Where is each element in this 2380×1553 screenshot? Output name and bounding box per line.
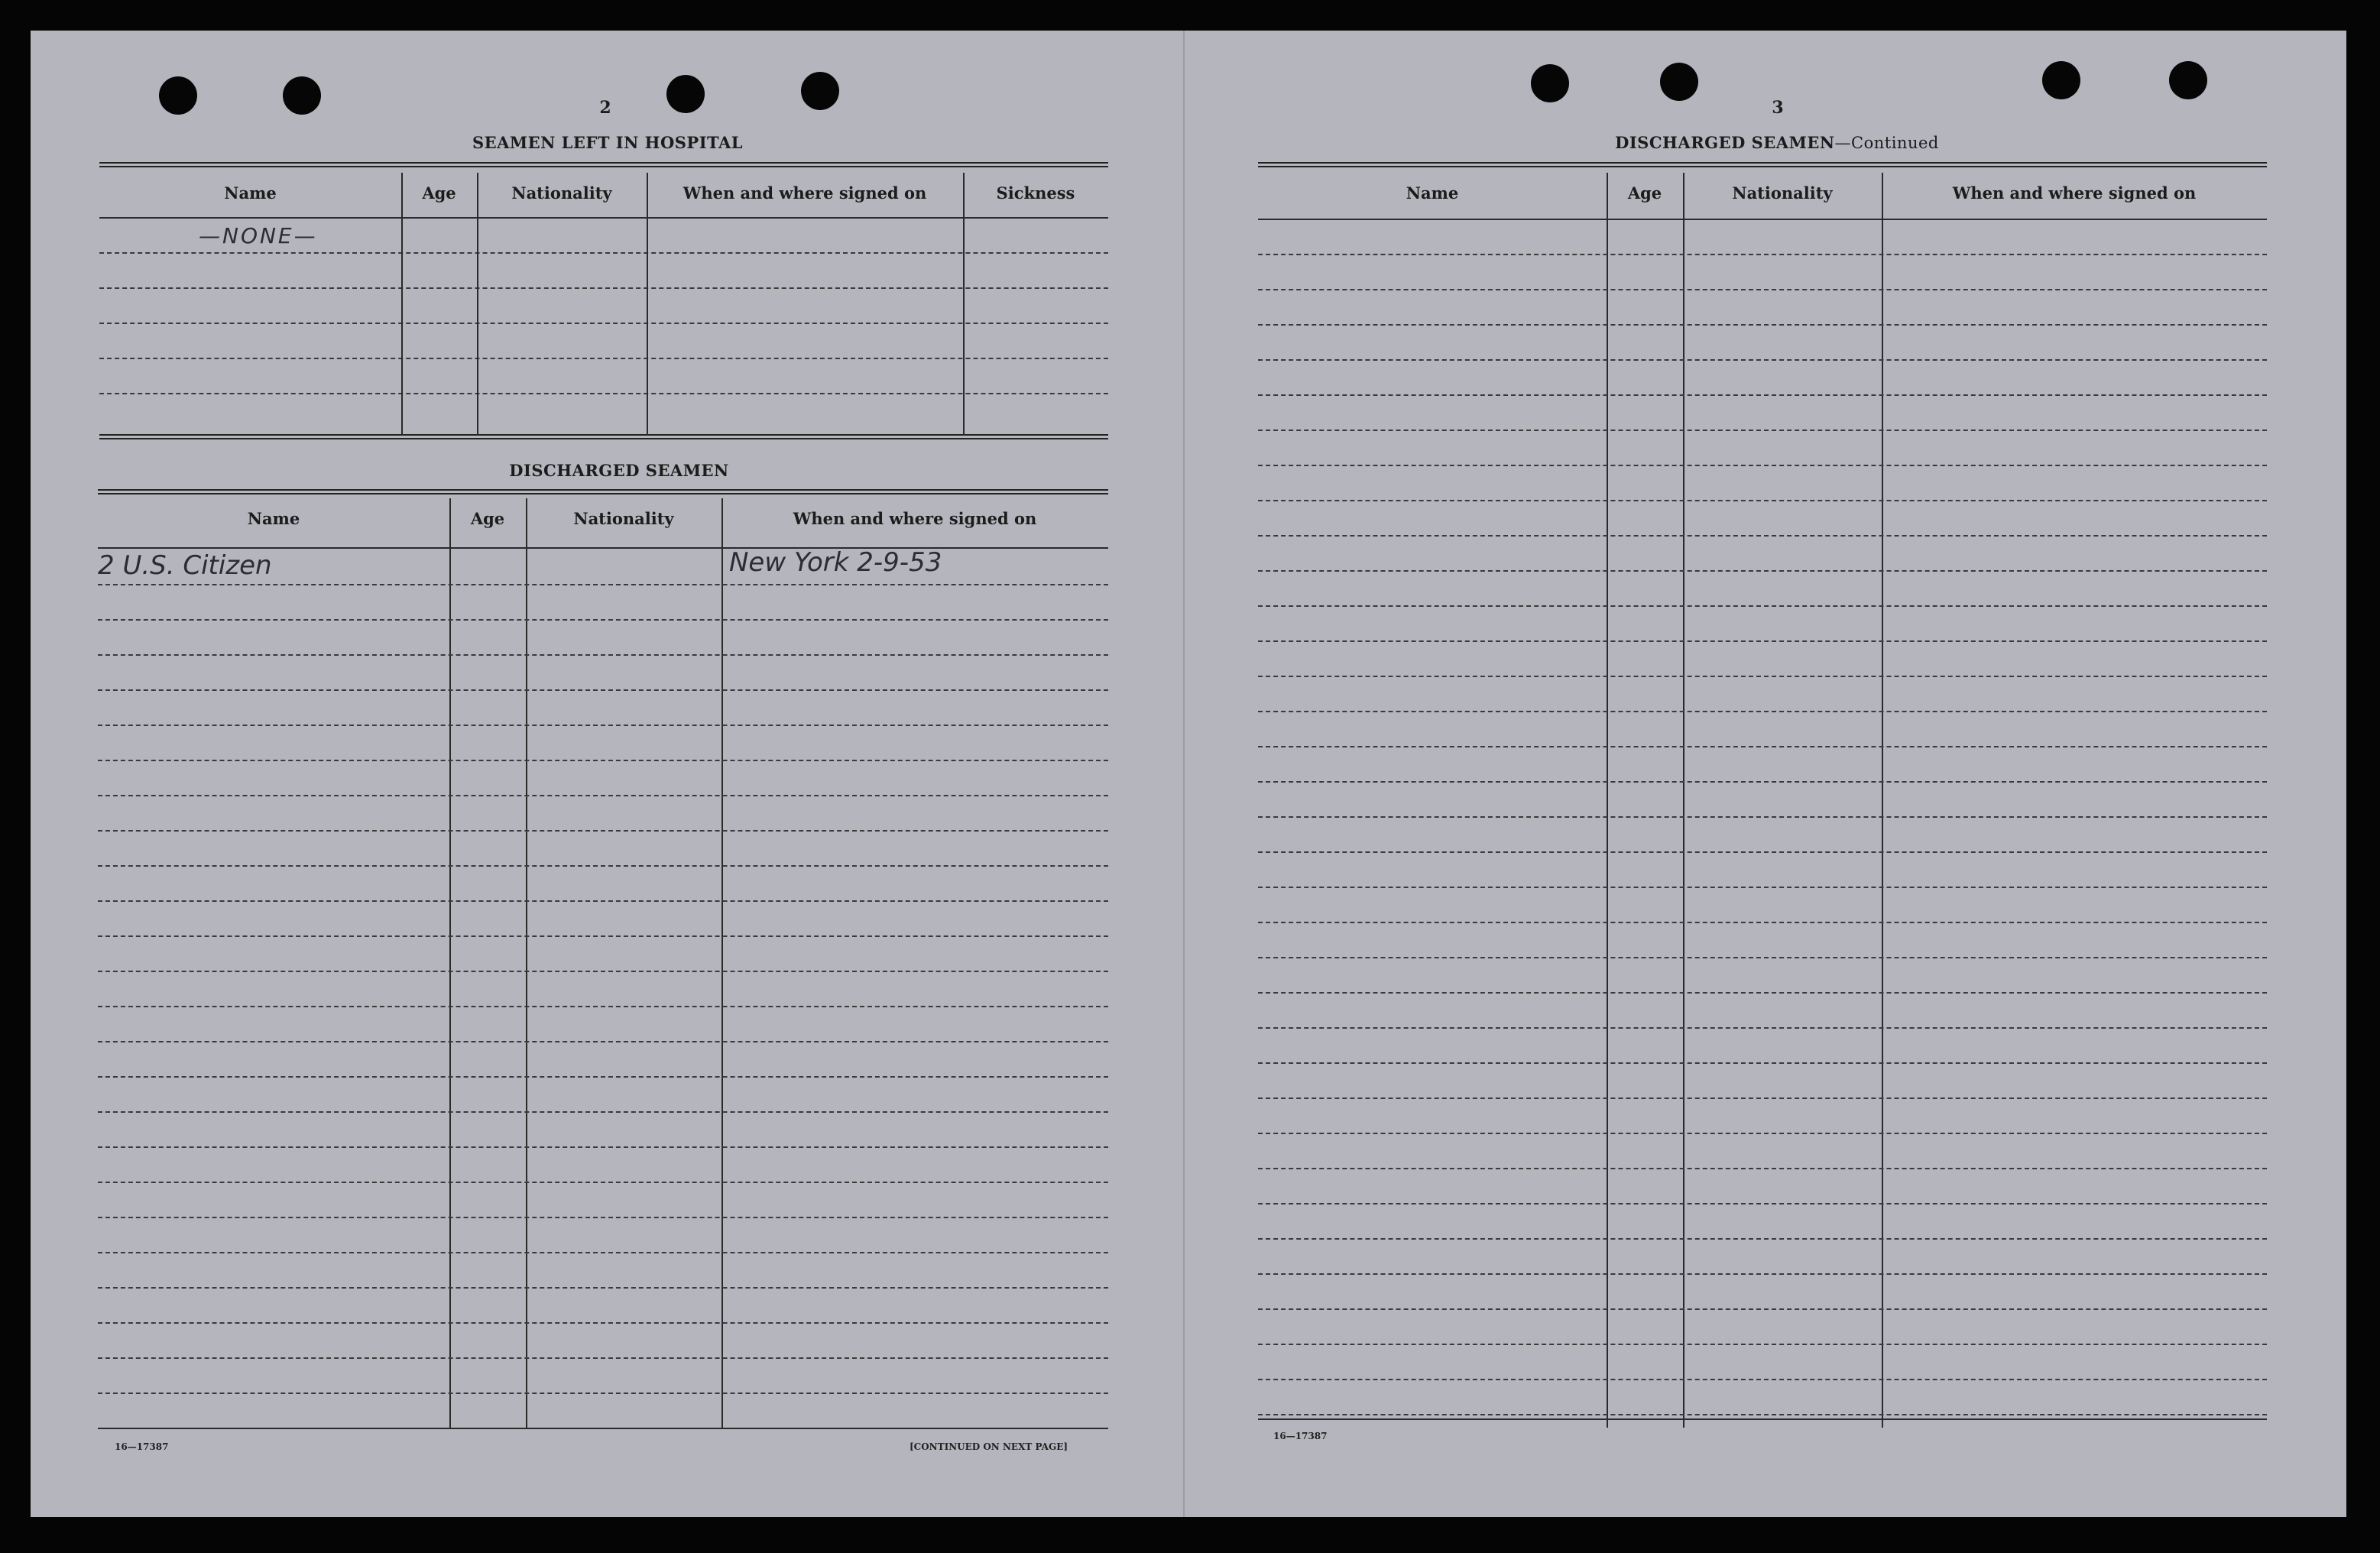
ruled-line	[1258, 887, 2267, 888]
column-header-signed-on: When and where signed on	[683, 183, 927, 203]
column-header-signed-on: When and where signed on	[793, 509, 1037, 528]
ruled-line	[1258, 1273, 2267, 1275]
column-header-name: Name	[1406, 183, 1459, 203]
page-fold	[1183, 31, 1185, 1517]
ruled-line	[1258, 254, 2267, 255]
punch-hole	[283, 76, 321, 115]
ruled-line	[1258, 957, 2267, 958]
discharged-table	[98, 489, 1108, 1437]
discharged-continued-table	[1258, 162, 2267, 1423]
ruled-line	[1258, 359, 2267, 361]
ruled-line	[98, 619, 1108, 621]
column-header-nationality: Nationality	[573, 509, 674, 528]
ruled-line	[98, 689, 1108, 691]
ruled-line	[1258, 992, 2267, 994]
ruled-line	[98, 1041, 1108, 1042]
title-continued: —Continued	[1834, 134, 1939, 152]
page-number: 3	[1772, 98, 1784, 118]
ruled-line	[98, 1322, 1108, 1324]
ruled-line	[1258, 289, 2267, 290]
ruled-line	[1258, 605, 2267, 607]
ruled-line	[98, 900, 1108, 902]
ruled-line	[98, 935, 1108, 937]
discharged-entry-signed-on: New York 2-9-53	[729, 547, 942, 578]
discharged-entry-name: 2 U.S. Citizen	[98, 550, 272, 581]
form-number: 16—17387	[115, 1441, 169, 1452]
column-header-signed-on: When and where signed on	[1952, 183, 2197, 203]
ruled-line	[98, 795, 1108, 796]
ruled-line	[1258, 1133, 2267, 1134]
ruled-line	[98, 1287, 1108, 1289]
punch-hole	[1660, 63, 1698, 101]
ruled-line	[98, 1393, 1108, 1394]
ruled-line	[1258, 535, 2267, 537]
title-main: DISCHARGED SEAMEN	[1615, 133, 1835, 152]
ruled-line	[1258, 1414, 2267, 1415]
hospital-section-title: SEAMEN LEFT IN HOSPITAL	[472, 133, 744, 152]
ruled-line	[98, 1146, 1108, 1148]
ruled-line	[1258, 851, 2267, 853]
punch-hole	[2042, 61, 2080, 99]
ruled-line	[1258, 570, 2267, 572]
ruled-line	[98, 654, 1108, 656]
ruled-line	[1258, 1097, 2267, 1099]
column-header-sickness: Sickness	[996, 183, 1075, 203]
ruled-line	[98, 725, 1108, 726]
discharged-section-title: DISCHARGED SEAMEN	[509, 461, 729, 480]
ruled-line	[1258, 430, 2267, 431]
column-header-age: Age	[1627, 183, 1662, 203]
ruled-line	[98, 1111, 1108, 1113]
column-header-age: Age	[470, 509, 505, 528]
ruled-line	[1258, 1308, 2267, 1310]
column-header-age: Age	[422, 183, 456, 203]
punch-hole	[159, 76, 197, 115]
ruled-line	[1258, 324, 2267, 326]
ruled-line	[1258, 1203, 2267, 1204]
ruled-line	[1258, 676, 2267, 677]
hospital-table	[99, 162, 1108, 441]
ruled-line	[1258, 922, 2267, 923]
discharged-continued-title	[1559, 133, 1995, 152]
ruled-line	[1258, 1168, 2267, 1169]
column-header-name: Name	[247, 509, 300, 528]
ruled-line	[1258, 1062, 2267, 1064]
ruled-line	[98, 865, 1108, 867]
ruled-line	[98, 1006, 1108, 1007]
column-header-nationality: Nationality	[511, 183, 612, 203]
ruled-line	[1258, 500, 2267, 501]
ruled-line	[1258, 816, 2267, 818]
punch-hole	[2169, 61, 2207, 99]
punch-hole	[801, 72, 839, 110]
ruled-line	[1258, 640, 2267, 642]
page-number: 2	[599, 98, 611, 118]
ruled-line	[98, 760, 1108, 761]
ruled-line	[1258, 746, 2267, 747]
ruled-line	[98, 584, 1108, 585]
form-number: 16—17387	[1273, 1431, 1328, 1441]
ruled-line	[98, 830, 1108, 832]
ruled-line	[98, 1252, 1108, 1253]
hospital-entry-name: —NONE—	[199, 223, 318, 248]
column-header-name: Name	[224, 183, 277, 203]
ruled-line	[1258, 1344, 2267, 1345]
ruled-line	[1258, 781, 2267, 783]
ruled-line	[1258, 711, 2267, 712]
ruled-line	[1258, 394, 2267, 396]
ruled-line	[98, 1357, 1108, 1359]
ruled-line	[98, 1076, 1108, 1078]
ruled-line	[1258, 465, 2267, 466]
ruled-line	[98, 1182, 1108, 1183]
ruled-line	[1258, 1238, 2267, 1240]
continued-note: [CONTINUED ON NEXT PAGE]	[910, 1441, 1068, 1452]
ruled-line	[1258, 1027, 2267, 1029]
punch-hole	[666, 75, 705, 113]
column-header-nationality: Nationality	[1732, 183, 1833, 203]
ruled-line	[1258, 1379, 2267, 1380]
punch-hole	[1531, 64, 1569, 102]
ruled-line	[98, 971, 1108, 972]
ruled-line	[98, 1217, 1108, 1218]
